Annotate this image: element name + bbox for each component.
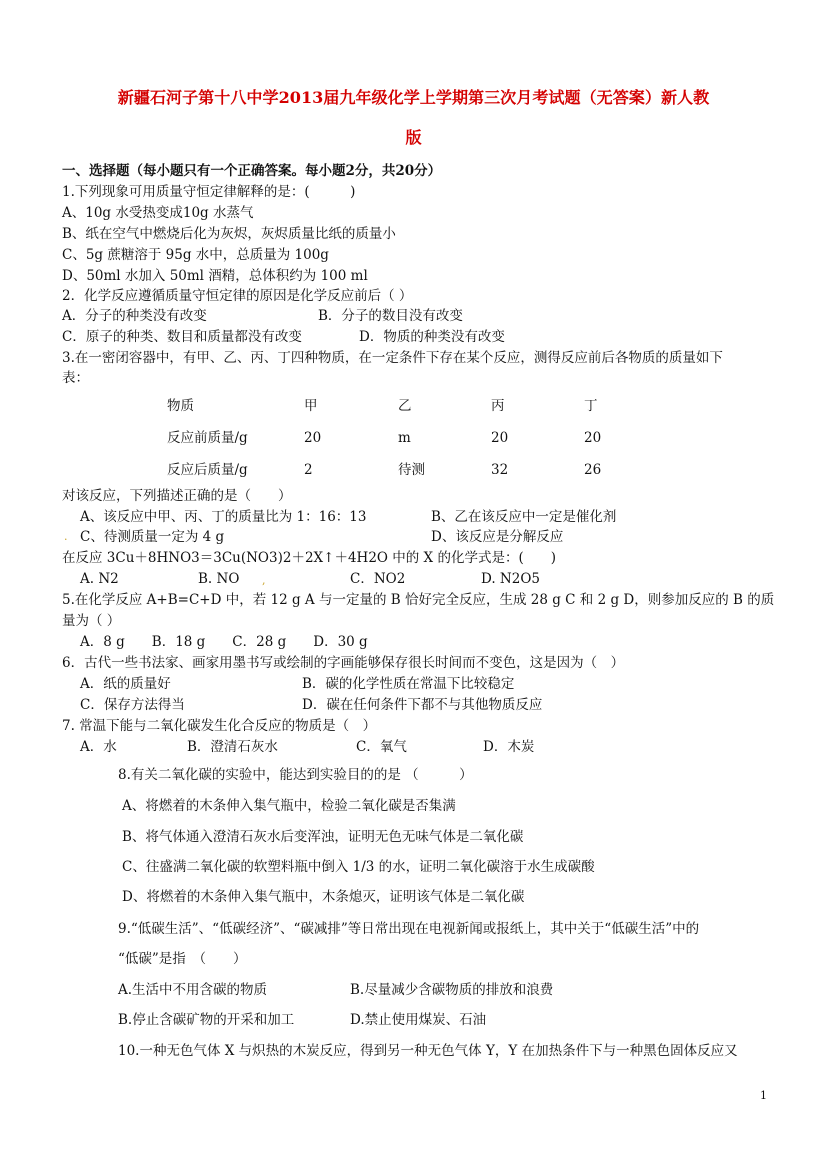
table-row2-ding: 26 (584, 462, 602, 478)
table-header-bing: 丙 (491, 398, 505, 414)
table-row2-bing: 32 (491, 462, 509, 478)
q5-stem-line1: 5.在化学反应 A+B=C+D 中，若 12 g A 与一定量的 B 恰好完全反应，生成 28 g C 和 2 g D，则参加反应的 B 的质 (62, 592, 775, 608)
document-title-line2: 版 (405, 128, 422, 147)
q1-option-d: D、50ml 水加入 50ml 酒精，总体积约为 100 ml (62, 268, 368, 284)
q2-stem: 2．化学反应遵循质量守恒定律的原因是化学反应前后（ ） (62, 288, 413, 304)
q2-option-a: A．分子的种类没有改变 (62, 308, 207, 324)
q8-option-b: B、将气体通入澄清石灰水后变浑浊，证明无色无味气体是二氧化碳 (122, 829, 524, 845)
q9-stem-line1: 9.“低碳生活”、“低碳经济”、“碳减排”等日常出现在电视新闻或报纸上，其中关于“低碳生活”中的 (118, 921, 700, 937)
q4-stem: 在反应 3Cu＋8HNO3＝3Cu(NO3)2＋2X↑＋4H2O 中的 X 的化学式是：( ) (62, 550, 556, 566)
dot-mark: . (64, 530, 68, 543)
q6-option-a: A．纸的质量好 (80, 676, 171, 692)
q7-option-a: A．水 (80, 739, 117, 755)
q3-option-a: A、该反应中甲、丙、丁的质量比为 1：16：13 (80, 509, 367, 525)
q2-option-d: D．物质的种类没有改变 (359, 329, 505, 345)
q2-option-b: B．分子的数目没有改变 (318, 308, 463, 324)
q6-option-b: B．碳的化学性质在常温下比较稳定 (302, 676, 515, 692)
q3-option-b: B、乙在该反应中一定是催化剂 (431, 509, 617, 525)
q9-option-c: B.停止含碳矿物的开采和加工 (118, 1012, 295, 1028)
table-row1-label: 反应前质量/g (167, 430, 248, 446)
q6-option-c: C．保存方法得当 (80, 697, 185, 713)
q3-stem-line1: 3.在一密闭容器中，有甲、乙、丙、丁四种物质，在一定条件下存在某个反应，测得反应前后各物质的质量如下 (62, 350, 723, 366)
comma-mark: , (262, 574, 266, 587)
q5-stem-line2: 量为（ ） (62, 613, 121, 629)
table-header-substance: 物质 (167, 398, 194, 414)
q3-stem-line2: 表： (62, 370, 89, 386)
q1-stem: 1.下列现象可用质量守恒定律解释的是：( ) (62, 184, 356, 200)
q1-option-b: B、纸在空气中燃烧后化为灰烬，灰烬质量比纸的质量小 (62, 226, 396, 242)
q9-option-d: D.禁止使用煤炭、石油 (350, 1012, 487, 1028)
q8-option-c: C、往盛满二氧化碳的软塑料瓶中倒入 1/3 的水，证明二氧化碳溶于水生成碳酸 (122, 859, 595, 875)
q3-option-d: D、该反应是分解反应 (431, 529, 564, 545)
q7-option-c: C．氧气 (356, 739, 407, 755)
q8-option-d: D、将燃着的木条伸入集气瓶中，木条熄灭，证明该气体是二氧化碳 (122, 889, 525, 905)
document-title-line1: 新疆石河子第十八中学2013届九年级化学上学期第三次月考试题（无答案）新人教 (117, 88, 710, 107)
table-row1-jia: 20 (304, 430, 322, 446)
section-heading: 一、选择题（每小题只有一个正确答案。每小题2分，共20分） (62, 163, 442, 179)
q1-option-a: A、10g 水受热变成10g 水蒸气 (62, 205, 254, 221)
q6-option-d: D．碳在任何条件下都不与其他物质反应 (302, 697, 543, 713)
table-header-ding: 丁 (584, 398, 598, 414)
q1-option-c: C、5g 蔗糖溶于 95g 水中，总质量为 100g (62, 247, 329, 263)
table-row1-ding: 20 (584, 430, 602, 446)
q3-option-c: C、待测质量一定为 4 g (80, 529, 225, 545)
q8-option-a: A、将燃着的木条伸入集气瓶中，检验二氧化碳是否集满 (122, 798, 456, 814)
table-header-yi: 乙 (398, 398, 412, 414)
q7-option-b: B．澄清石灰水 (187, 739, 278, 755)
q4-option-d: D. N2O5 (481, 571, 540, 587)
table-row2-yi: 待测 (398, 462, 425, 478)
q4-option-a: A. N2 (80, 571, 119, 587)
q10-stem: 10.一种无色气体 X 与炽热的木炭反应，得到另一种无色气体 Y，Y 在加热条件下与一种黑色固体反应又 (118, 1043, 738, 1059)
table-row2-label: 反应后质量/g (167, 462, 248, 478)
q8-stem: 8.有关二氧化碳的实验中，能达到实验目的的是 （ ） (118, 767, 473, 783)
table-row2-jia: 2 (304, 462, 313, 478)
q6-stem: 6．古代一些书法家、画家用墨书写或绘制的字画能够保存很长时间而不变色，这是因为（ ） (62, 655, 625, 671)
q4-option-b: B. NO (198, 571, 240, 587)
q3-question: 对该反应，下列描述正确的是（ ） (62, 488, 292, 504)
q4-option-c: C．NO2 (350, 571, 406, 587)
table-row1-bing: 20 (491, 430, 509, 446)
q9-option-a: A.生活中不用含碳的物质 (118, 982, 268, 998)
q7-option-d: D．木炭 (483, 739, 535, 755)
table-row1-yi: m (398, 430, 411, 446)
page-number: 1 (760, 1089, 767, 1102)
q9-stem-line2: “低碳”是指 （ ） (118, 951, 247, 967)
q2-option-c: C．原子的种类、数目和质量都没有改变 (62, 329, 302, 345)
q5-options: A．8 g B．18 g C．28 g D．30 g (80, 634, 368, 650)
table-header-jia: 甲 (304, 398, 318, 414)
q7-stem: 7. 常温下能与二氧化碳发生化合反应的物质是（ ） (62, 718, 377, 734)
q9-option-b: B.尽量减少含碳物质的排放和浪费 (350, 982, 554, 998)
